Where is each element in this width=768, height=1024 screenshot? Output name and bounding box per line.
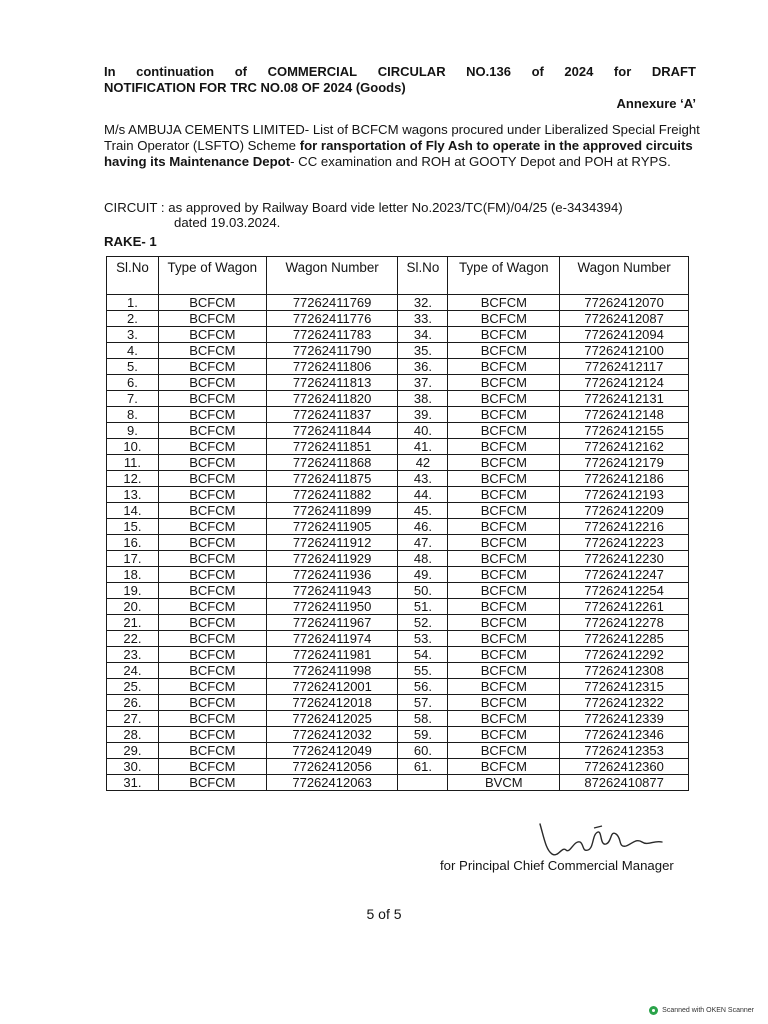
sl-no-cell: 8. [107,407,159,423]
wagon-type-cell-2: BCFCM [448,471,560,487]
wagon-number-cell-2: 77262412100 [560,343,689,359]
wagon-number-cell: 77262411820 [266,391,398,407]
wagon-table-body [107,295,689,791]
sl-no-cell: 13. [107,487,159,503]
heading-word: COMMERCIAL [267,64,358,79]
wagon-type-cell: BCFCM [158,343,266,359]
wagon-type-cell-2: BCFCM [448,455,560,471]
sl-no-cell-2: 60. [398,743,448,759]
sl-no-cell-2: 37. [398,375,448,391]
table-row [107,359,689,375]
sl-no-cell: 17. [107,551,159,567]
heading-line-2: NOTIFICATION FOR TRC NO.08 OF 2024 (Goods) [104,80,406,95]
table-row [107,327,689,343]
wagon-type-cell-2: BCFCM [448,727,560,743]
sl-no-cell-2: 33. [398,311,448,327]
wagon-number-cell: 77262411875 [266,471,398,487]
wagon-type-cell: BCFCM [158,727,266,743]
wagon-type-cell-2: BCFCM [448,551,560,567]
wagon-type-cell-2: BCFCM [448,743,560,759]
sl-no-cell-2: 61. [398,759,448,775]
wagon-type-cell: BCFCM [158,471,266,487]
table-row [107,663,689,679]
signatory-line: for Principal Chief Commercial Manager [440,858,674,873]
wagon-type-cell: BCFCM [158,439,266,455]
wagon-type-cell-2: BCFCM [448,359,560,375]
sl-no-cell: 1. [107,295,159,311]
sl-no-cell-2: 56. [398,679,448,695]
wagon-type-cell-2: BCFCM [448,503,560,519]
wagon-type-cell-2: BCFCM [448,519,560,535]
sl-no-cell-2: 45. [398,503,448,519]
wagon-number-cell-2: 77262412117 [560,359,689,375]
table-row [107,311,689,327]
wagon-type-cell-2: BCFCM [448,391,560,407]
sl-no-cell: 30. [107,759,159,775]
wagon-type-cell-2: BCFCM [448,407,560,423]
sl-no-cell-2: 35. [398,343,448,359]
wagon-number-cell: 77262411929 [266,551,398,567]
table-row [107,695,689,711]
wagon-number-cell: 77262411783 [266,327,398,343]
table-row [107,503,689,519]
wagon-number-cell-2: 77262412230 [560,551,689,567]
wagon-number-cell-2: 77262412322 [560,695,689,711]
sl-no-cell-2: 53. [398,631,448,647]
wagon-type-cell: BCFCM [158,583,266,599]
wagon-table [106,256,689,791]
wagon-number-cell: 77262412056 [266,759,398,775]
heading-word: NO.136 [466,64,511,79]
sl-no-cell: 14. [107,503,159,519]
table-row [107,519,689,535]
sl-no-cell: 9. [107,423,159,439]
wagon-number-cell: 77262411950 [266,599,398,615]
wagon-number-cell: 77262411844 [266,423,398,439]
header-type-of-wagon-2: Type of Wagon [448,257,560,295]
sl-no-cell: 7. [107,391,159,407]
wagon-type-cell: BCFCM [158,375,266,391]
sl-no-cell-2: 44. [398,487,448,503]
table-row [107,743,689,759]
wagon-number-cell-2: 77262412360 [560,759,689,775]
wagon-type-cell-2: BCFCM [448,663,560,679]
scanner-watermark [649,1006,754,1015]
sl-no-cell-2: 58. [398,711,448,727]
table-row [107,487,689,503]
wagon-number-cell-2: 77262412087 [560,311,689,327]
wagon-type-cell: BCFCM [158,311,266,327]
wagon-type-cell: BCFCM [158,391,266,407]
sl-no-cell: 26. [107,695,159,711]
wagon-type-cell: BCFCM [158,711,266,727]
wagon-type-cell: BCFCM [158,647,266,663]
table-row [107,295,689,311]
heading-word: DRAFT [651,64,696,79]
wagon-number-cell-2: 77262412179 [560,455,689,471]
circuit-note [104,200,700,230]
table-row [107,439,689,455]
table-row [107,343,689,359]
sl-no-cell: 6. [107,375,159,391]
wagon-number-cell-2: 77262412186 [560,471,689,487]
wagon-type-cell: BCFCM [158,407,266,423]
annexure-label: Annexure ‘A’ [616,96,696,111]
sl-no-cell-2: 59. [398,727,448,743]
table-row [107,567,689,583]
wagon-number-cell-2: 77262412223 [560,535,689,551]
wagon-type-cell: BCFCM [158,695,266,711]
intro-text-1: M/s AMBUJA CEMENTS LIMITED- List of BCFCM wagons procured under Liberalized Special Freight Train Operator (LSFTO) Scheme [104,122,700,153]
sl-no-cell-2: 46. [398,519,448,535]
circuit-line-1: CIRCUIT : as approved by Railway Board vide letter No.2023/TC(FM)/04/25 (e-3434394) [104,200,623,215]
sl-no-cell: 29. [107,743,159,759]
wagon-type-cell: BCFCM [158,295,266,311]
wagon-type-cell: BCFCM [158,455,266,471]
table-row [107,631,689,647]
intro-text-2: - CC examination and ROH at GOOTY Depot and POH at RYPS. [290,154,671,169]
wagon-number-cell-2: 77262412155 [560,423,689,439]
wagon-number-cell-2: 77262412339 [560,711,689,727]
table-row [107,727,689,743]
wagon-number-cell: 77262411776 [266,311,398,327]
scanner-text: Scanned with OKEN Scanner [662,1007,754,1014]
wagon-number-cell-2: 77262412308 [560,663,689,679]
wagon-type-cell-2: BCFCM [448,711,560,727]
sl-no-cell: 22. [107,631,159,647]
wagon-number-cell-2: 77262412285 [560,631,689,647]
sl-no-cell: 21. [107,615,159,631]
document-heading [104,64,696,96]
table-row [107,647,689,663]
wagon-type-cell-2: BVCM [448,775,560,791]
wagon-type-cell-2: BCFCM [448,599,560,615]
wagon-number-cell: 77262411806 [266,359,398,375]
wagon-number-cell: 77262411943 [266,583,398,599]
sl-no-cell-2 [398,775,448,791]
wagon-number-cell-2: 77262412346 [560,727,689,743]
wagon-number-cell-2: 77262412292 [560,647,689,663]
table-row [107,375,689,391]
wagon-type-cell: BCFCM [158,519,266,535]
table-row [107,599,689,615]
wagon-type-cell: BCFCM [158,503,266,519]
wagon-type-cell-2: BCFCM [448,759,560,775]
wagon-number-cell: 77262411899 [266,503,398,519]
wagon-number-cell: 77262412025 [266,711,398,727]
sl-no-cell: 20. [107,599,159,615]
wagon-type-cell-2: BCFCM [448,487,560,503]
wagon-number-cell-2: 77262412254 [560,583,689,599]
wagon-type-cell-2: BCFCM [448,615,560,631]
wagon-number-cell-2: 77262412315 [560,679,689,695]
wagon-number-cell: 77262412001 [266,679,398,695]
sl-no-cell: 19. [107,583,159,599]
wagon-type-cell: BCFCM [158,423,266,439]
heading-word: of [234,64,247,79]
wagon-number-cell-2: 77262412193 [560,487,689,503]
scanner-logo-icon [649,1006,658,1015]
table-row [107,455,689,471]
wagon-number-cell: 77262411912 [266,535,398,551]
heading-word: In [104,64,116,79]
wagon-number-cell-2: 77262412216 [560,519,689,535]
table-row [107,679,689,695]
wagon-type-cell-2: BCFCM [448,311,560,327]
sl-no-cell: 12. [107,471,159,487]
sl-no-cell: 4. [107,343,159,359]
wagon-type-cell-2: BCFCM [448,647,560,663]
wagon-number-cell-2: 77262412124 [560,375,689,391]
wagon-number-cell: 77262411905 [266,519,398,535]
header-sl-no: Sl.No [107,257,159,295]
sl-no-cell-2: 51. [398,599,448,615]
heading-line-1 [104,64,696,80]
wagon-number-cell: 77262411868 [266,455,398,471]
sl-no-cell: 11. [107,455,159,471]
wagon-number-cell: 77262412049 [266,743,398,759]
wagon-number-cell-2: 77262412162 [560,439,689,455]
sl-no-cell-2: 57. [398,695,448,711]
wagon-number-cell: 77262412032 [266,727,398,743]
sl-no-cell-2: 55. [398,663,448,679]
wagon-type-cell-2: BCFCM [448,327,560,343]
wagon-type-cell: BCFCM [158,743,266,759]
wagon-number-cell: 77262412018 [266,695,398,711]
sl-no-cell-2: 36. [398,359,448,375]
wagon-number-cell-2: 77262412261 [560,599,689,615]
wagon-type-cell: BCFCM [158,551,266,567]
wagon-number-cell: 77262411998 [266,663,398,679]
heading-word: continuation [136,64,215,79]
sl-no-cell-2: 50. [398,583,448,599]
sl-no-cell: 16. [107,535,159,551]
table-row [107,775,689,791]
circuit-line-2: dated 19.03.2024. [174,215,281,230]
header-type-of-wagon: Type of Wagon [158,257,266,295]
wagon-type-cell-2: BCFCM [448,343,560,359]
sl-no-cell-2: 32. [398,295,448,311]
sl-no-cell-2: 39. [398,407,448,423]
wagon-number-cell: 77262411769 [266,295,398,311]
sl-no-cell-2: 34. [398,327,448,343]
heading-word: for [613,64,632,79]
sl-no-cell: 27. [107,711,159,727]
wagon-type-cell: BCFCM [158,327,266,343]
wagon-type-cell-2: BCFCM [448,295,560,311]
table-row [107,391,689,407]
wagon-type-cell-2: BCFCM [448,695,560,711]
wagon-number-cell-2: 77262412131 [560,391,689,407]
sl-no-cell: 23. [107,647,159,663]
table-row [107,423,689,439]
sl-no-cell-2: 42 [398,455,448,471]
wagon-number-cell-2: 77262412148 [560,407,689,423]
header-wagon-number: Wagon Number [266,257,398,295]
wagon-number-cell: 77262412063 [266,775,398,791]
wagon-type-cell: BCFCM [158,631,266,647]
wagon-type-cell: BCFCM [158,535,266,551]
table-row [107,583,689,599]
wagon-number-cell: 77262411813 [266,375,398,391]
sl-no-cell-2: 47. [398,535,448,551]
sl-no-cell: 2. [107,311,159,327]
wagon-type-cell-2: BCFCM [448,535,560,551]
table-header-row [107,257,689,295]
sl-no-cell: 10. [107,439,159,455]
wagon-type-cell-2: BCFCM [448,631,560,647]
wagon-number-cell-2: 77262412247 [560,567,689,583]
sl-no-cell-2: 52. [398,615,448,631]
wagon-type-cell: BCFCM [158,679,266,695]
sl-no-cell-2: 41. [398,439,448,455]
wagon-type-cell: BCFCM [158,359,266,375]
wagon-number-cell-2: 87262410877 [560,775,689,791]
wagon-number-cell-2: 77262412094 [560,327,689,343]
rake-label: RAKE- 1 [104,234,157,249]
table-row [107,759,689,775]
wagon-number-cell-2: 77262412070 [560,295,689,311]
sl-no-cell: 31. [107,775,159,791]
page-number: 5 of 5 [366,906,402,922]
wagon-number-cell: 77262411981 [266,647,398,663]
wagon-type-cell: BCFCM [158,663,266,679]
heading-word: 2024 [564,64,594,79]
table-row [107,615,689,631]
sl-no-cell: 25. [107,679,159,695]
heading-word: of [531,64,544,79]
wagon-number-cell-2: 77262412278 [560,615,689,631]
wagon-type-cell: BCFCM [158,599,266,615]
wagon-number-cell: 77262411851 [266,439,398,455]
wagon-type-cell: BCFCM [158,775,266,791]
wagon-number-cell: 77262411837 [266,407,398,423]
sl-no-cell-2: 49. [398,567,448,583]
wagon-type-cell: BCFCM [158,567,266,583]
table-row [107,711,689,727]
intro-paragraph [104,122,700,170]
sl-no-cell: 3. [107,327,159,343]
sl-no-cell: 18. [107,567,159,583]
header-wagon-number-2: Wagon Number [560,257,689,295]
sl-no-cell-2: 40. [398,423,448,439]
sl-no-cell: 15. [107,519,159,535]
wagon-type-cell-2: BCFCM [448,423,560,439]
sl-no-cell: 28. [107,727,159,743]
wagon-type-cell-2: BCFCM [448,439,560,455]
wagon-number-cell-2: 77262412209 [560,503,689,519]
table-row [107,535,689,551]
wagon-type-cell-2: BCFCM [448,567,560,583]
sl-no-cell-2: 38. [398,391,448,407]
heading-word: CIRCULAR [377,64,446,79]
sl-no-cell-2: 54. [398,647,448,663]
intro-text-bold: for ransportation of Fly Ash to operate in the approved circuits having its Maintenance Depot [104,138,693,169]
wagon-number-cell: 77262411967 [266,615,398,631]
header-sl-no-2: Sl.No [398,257,448,295]
table-row [107,551,689,567]
table-row [107,471,689,487]
wagon-number-cell: 77262411974 [266,631,398,647]
wagon-number-cell-2: 77262412353 [560,743,689,759]
wagon-type-cell: BCFCM [158,615,266,631]
wagon-type-cell-2: BCFCM [448,679,560,695]
sl-no-cell-2: 43. [398,471,448,487]
wagon-number-cell: 77262411936 [266,567,398,583]
sl-no-cell-2: 48. [398,551,448,567]
wagon-number-cell: 77262411790 [266,343,398,359]
wagon-number-cell: 77262411882 [266,487,398,503]
wagon-type-cell-2: BCFCM [448,583,560,599]
table-row [107,407,689,423]
wagon-type-cell-2: BCFCM [448,375,560,391]
wagon-type-cell: BCFCM [158,759,266,775]
sl-no-cell: 24. [107,663,159,679]
wagon-type-cell: BCFCM [158,487,266,503]
sl-no-cell: 5. [107,359,159,375]
